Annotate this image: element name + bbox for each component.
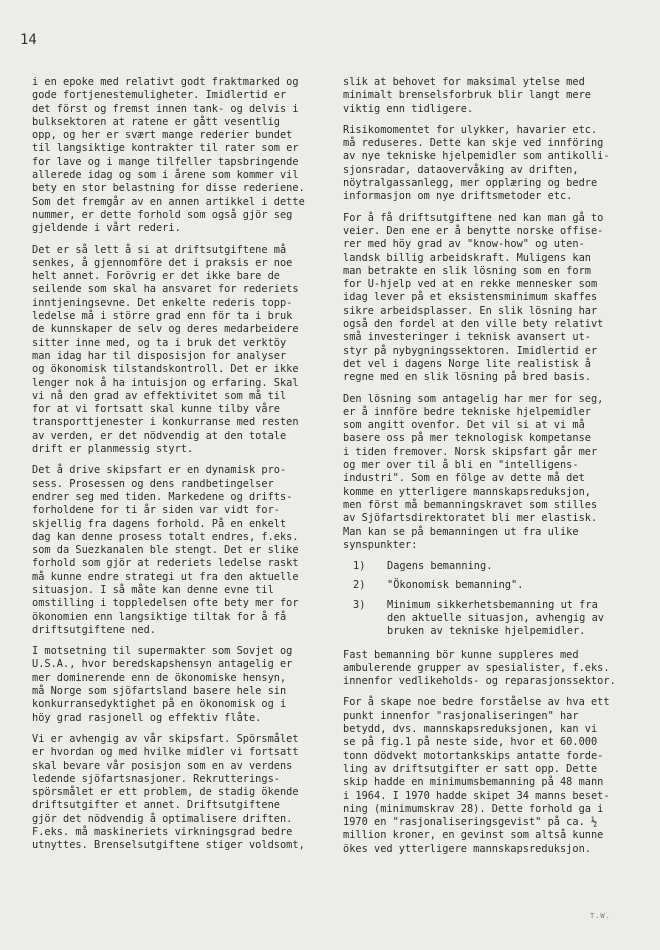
paragraph: slik at behovet for maksimal ytelse med minimalt brenselsforbruk blir langt mere viktig enn tidligere. [343,76,591,115]
paragraph: For å skape noe bedre forståelse av hva ett punkt innenfor "rasjonaliseringen" har betydd, dvs. mannskapsreduksjonen, kan vi se på fig.1 på neste side, hvor et 60.000 tonn dödvekt motortankskips antatte forde- ling av driftsutgifter er satt opp. Dette skip hadde en minimumsbemanning på 48 mann i 1964. I 1970 hadde skipet 34 manns beset- ning (minimumskrav 28). Dette forhold ga i 1970 en "rasjonaliseringsgevist" på ca. ½ million kroner, en gevinst som altså kunne ökes ved ytterligere mannskapsreduksjon. [343,696,610,855]
list-number: 2) [353,579,366,592]
manning-list [343,560,643,638]
paragraph: Risikomomentet for ulykker, havarier etc. må reduseres. Dette kan skje ved innföring av nye tekniske hjelpemidler som antikolli- sjonsradar, dataovervåking av driften, nöytralgassanlegg, mer opplæring og bedre informasjon om nye driftsmetoder etc. [343,123,610,203]
right-column [343,76,643,864]
paragraph: Det å drive skipsfart er en dynamisk pro- sess. Prosessen og dens randbetingelser endrer seg med tiden. Markedene og drifts- forholdene for ti år siden var vidt for- skjellig fra dagens forhold. På en enkelt dag kan denne prosess totalt endres, f.eks. som da Suezkanalen ble stengt. Det er slike forhold som gjör at rederiets ledelse raskt må kunne endre strategi ut fra den aktuelle situasjon. I så måte kan denne evne til omstilling i toppledelsen ofte bety mer for ökonomien enn langsiktige tiltak for å få driftsutgiftene ned. [32,464,299,636]
list-text: "Ökonomisk bemanning". [387,579,524,592]
paragraph: i en epoke med relativt godt fraktmarked og gode fortjenestemuligheter. Imidlertid er det först og fremst innen tank- og delvis i bulksektoren at ratene er gått vesentlig opp, og her er svært mange rederier bundet til langsiktige kontrakter til rater som er for lave og i mange tilfeller tapsbringende allerede idag og som i årene som kommer vil bety en stor belastning for disse rederiene. Som det fremgår av en annen artikkel i dette nummer, er dette forhold som også gjör seg gjeldende i vårt rederi. [32,76,305,235]
author-initials: T.W. [590,912,611,920]
list-item [343,560,643,573]
list-text: Dagens bemanning. [387,560,493,573]
list-item [343,579,643,592]
paragraph: Vi er avhengig av vår skipsfart. Spörsmålet er hvordan og med hvilke midler vi fortsatt skal bevare vår posisjon som en av verdens ledende sjöfartsnasjoner. Rekrutterings- spörsmålet er ett problem, de stadig ökende driftsutgifter et annet. Driftsutgiftene gjör det nödvendig å optimalisere driften. F.eks. må maskineriets virkningsgrad bedre utnyttes. Brenselsutgiftene stiger voldsomt, [32,732,305,852]
left-column [32,76,332,861]
paragraph: I motsetning til supermakter som Sovjet og U.S.A., hvor beredskapshensyn antagelig er mer dominerende enn de ökonomiske hensyn, må Norge som sjöfartsland basere hele sin konkurransedyktighet på en ökonomisk og i höy grad rasjonell og effektiv flåte. [32,645,293,724]
paragraph: Det er så lett å si at driftsutgiftene må senkes, å gjennomföre det i praksis er noe helt annet. Forövrig er det ikke bare de seilende som skal ha ansvaret for rederiets inntjeningsevne. Det enkelte rederis topp- ledelse må i större grad enn för ta i bruk de kunnskaper de selv og deres medarbeidere sitter inne med, og ta i bruk det verktöy man idag har til disposisjon for analyser og ökonomisk tilstandskontroll. Det er ikke lenger nok å ha intuisjon og erfaring. Skal vi nå den grad av effektivitet som må til for at vi fortsatt skal kunne tilby våre transporttjenester i konkurranse med resten av verden, er det nödvendig at den totale drift er planmessig styrt. [32,243,299,456]
list-text: Minimum sikkerhetsbemanning ut fra den aktuelle situasjon, avhengig av bruken av tekniske hjelpemidler. [387,598,604,638]
list-number: 1) [353,560,366,573]
page-number: 14 [20,32,37,48]
paragraph: For å få driftsutgiftene ned kan man gå to veier. Den ene er å benytte norske offise- rer med höy grad av "know-how" og uten- landsk billig arbeidskraft. Muligens kan man betrakte en slik lösning som en form for U-hjelp ved at en rekke mennesker som idag lever på et eksistensminimum skaffes sikre arbeidsplasser. En slik lösning har også den fordel at den ville bety relativt små investeringer i teknisk avansert ut- styr på nybygningssektoren. Imidlertid er det vel i dagens Norge lite realistisk å regne med en slik lösning på bred basis. [343,211,604,384]
paragraph: Den lösning som antagelig har mer for seg, er å innföre bedre tekniske hjelpemidler som angitt ovenfor. Det vil si at vi må basere oss på mer teknologisk kompetanse i tiden fremover. Norsk skipsfart går mer og mer over til å bli en "intelligens- industri". Som en fölge av dette må det komme en ytterligere mannskapsreduksjon, men först må bemanningskravet som stilles av Sjöfartsdirektoratet bli mer elastisk. Man kan se på bemanningen ut fra ulike synspunkter: [343,392,604,551]
list-item [343,599,643,639]
paragraph: Fast bemanning bör kunne suppleres med ambulerende grupper av spesialister, f.eks. innenfor vedlikeholds- og reparasjonssektor. [343,648,616,688]
list-number: 3) [353,598,366,611]
